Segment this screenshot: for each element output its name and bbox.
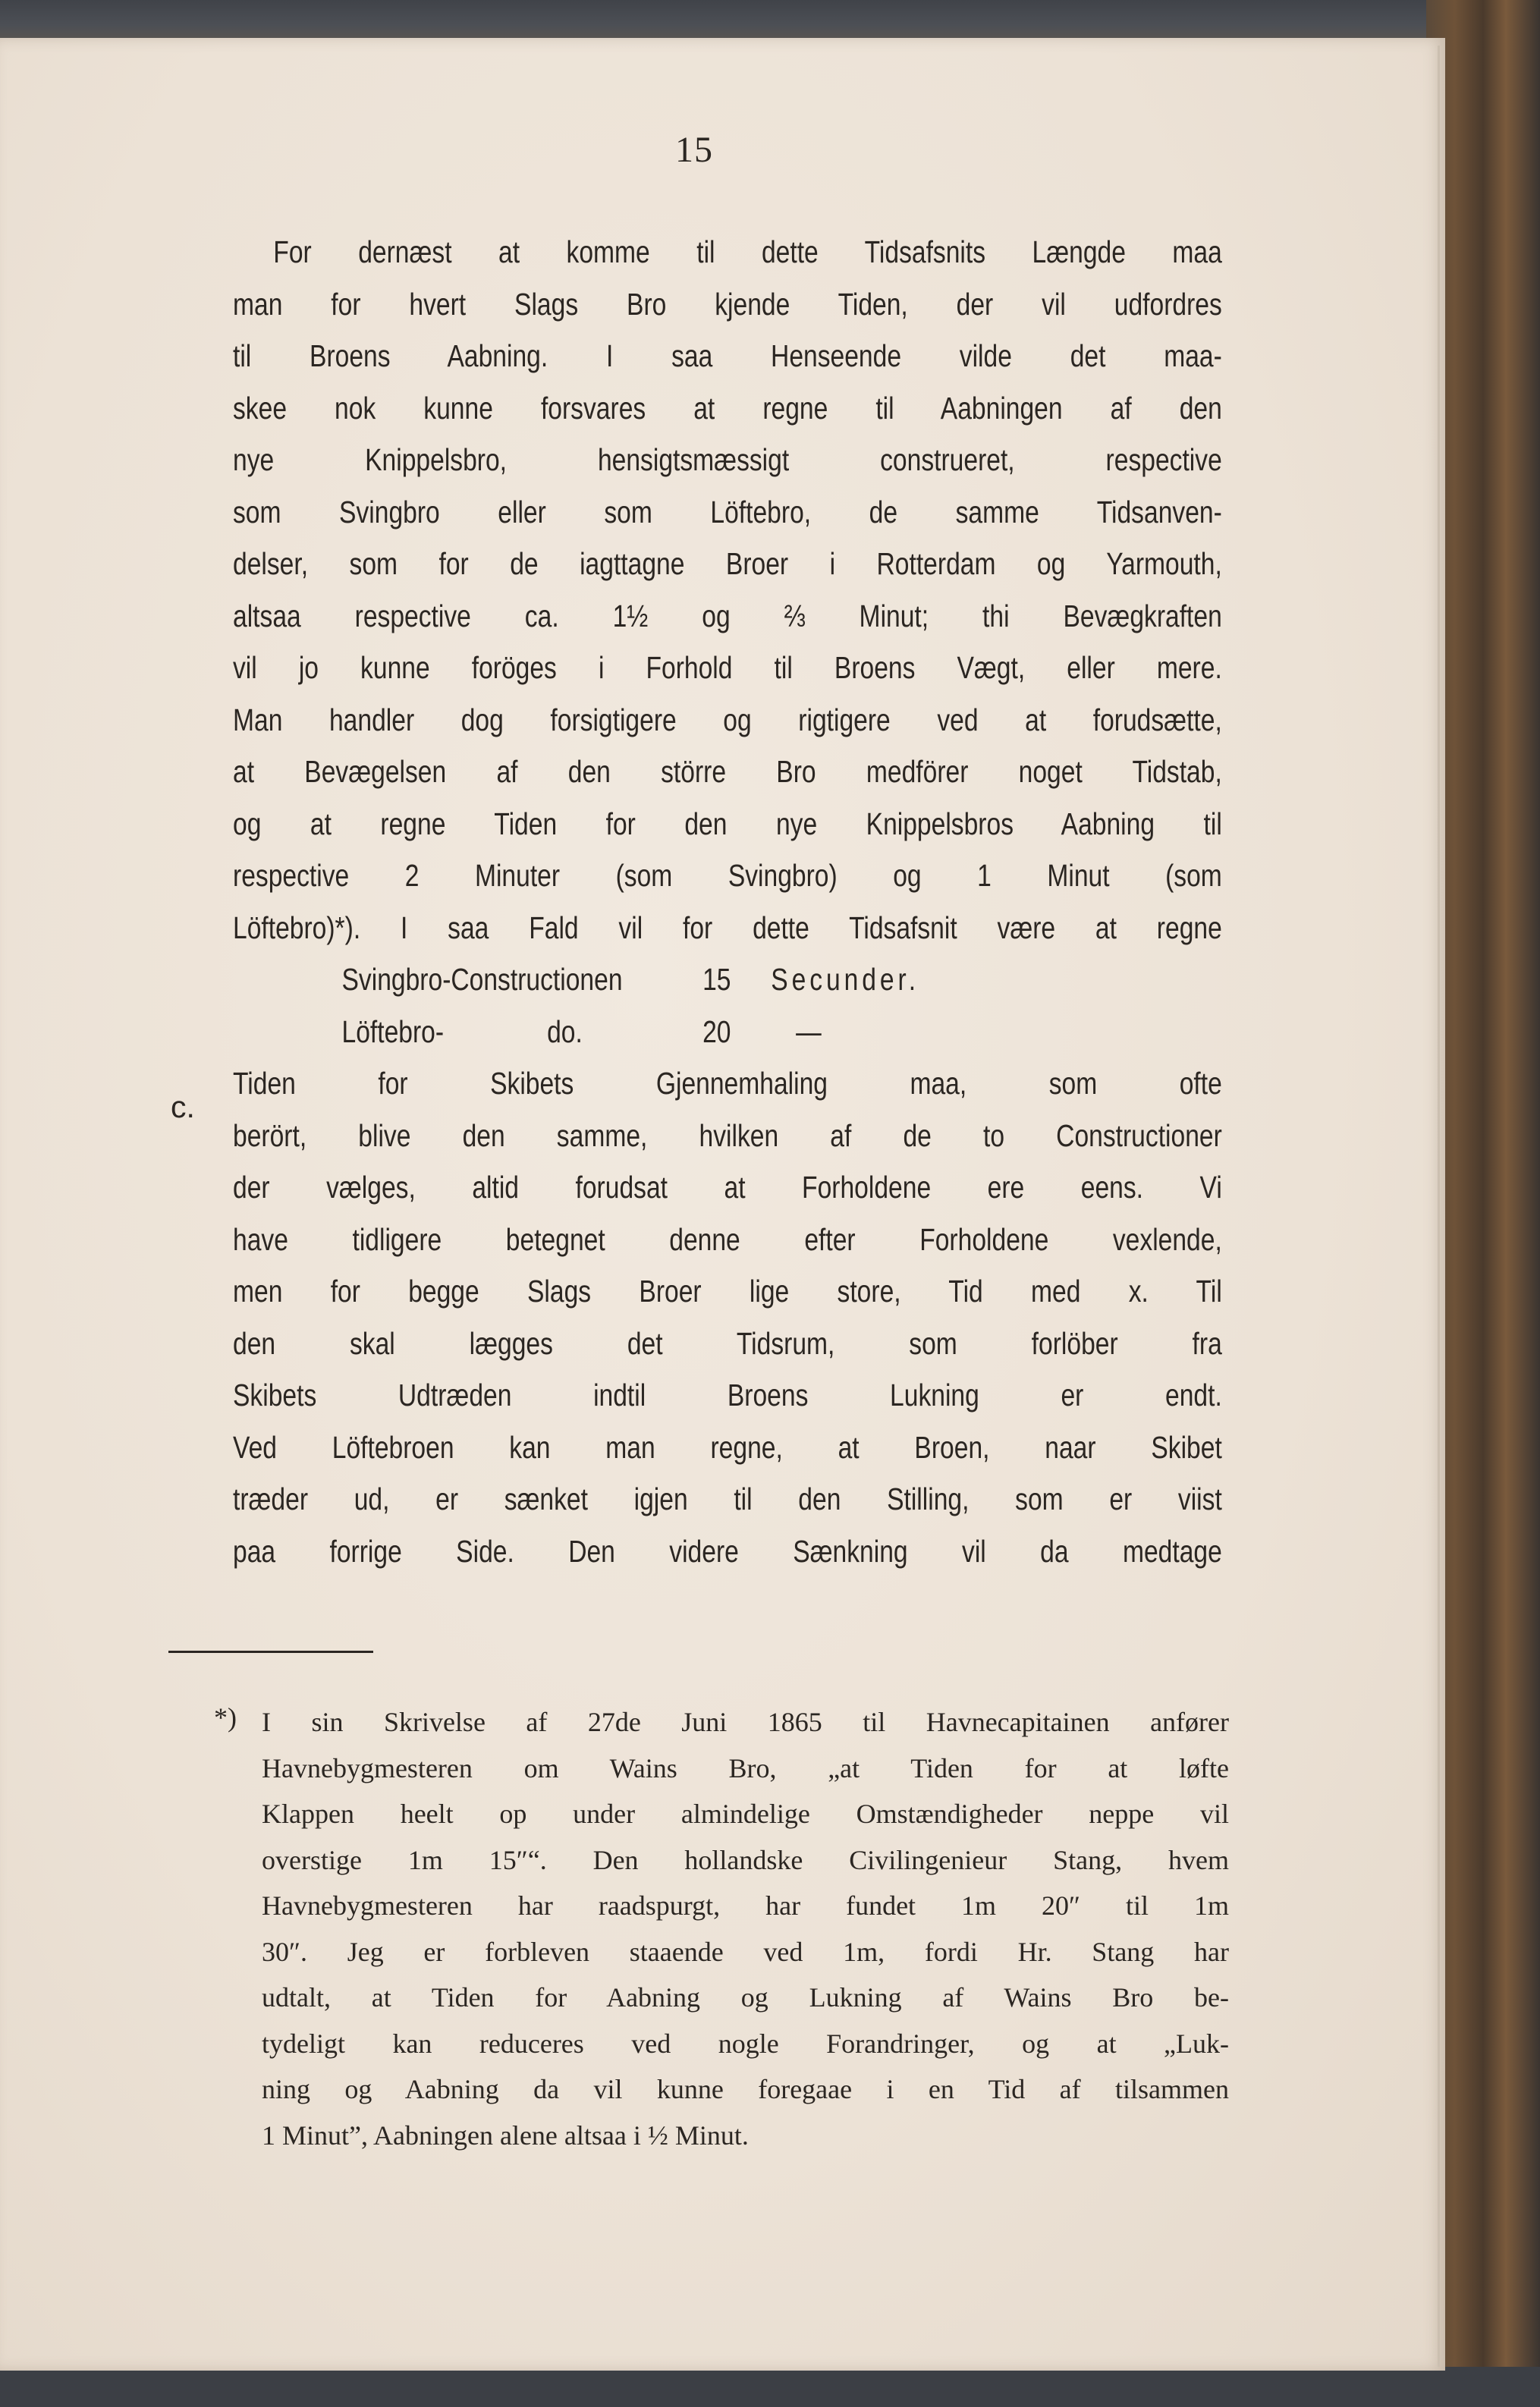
- time-table-row: [233, 1006, 1222, 1058]
- footnote-marker: *): [214, 1702, 237, 1733]
- footnote-line: tydeligt kan reduceres ved nogle Forandringer, og at „Luk-: [262, 2028, 1229, 2059]
- book-top-edge: [0, 0, 1487, 42]
- table-unit: Secunder.: [771, 962, 919, 997]
- text-line: respective 2 Minuter (som Svingbro) og 1 Minut (som: [233, 858, 1222, 893]
- text-line: man for hvert Slags Bro kjende Tiden, der vil udfordres: [233, 286, 1222, 322]
- footnote-line: udtalt, at Tiden for Aabning og Lukning af Wains Bro be-: [262, 1982, 1229, 2013]
- text-line: Tiden for Skibets Gjennemhaling maa, som ofte: [233, 1066, 1222, 1101]
- footnote-line: Klappen heelt op under almindelige Omstændigheder neppe vil: [262, 1799, 1229, 1829]
- text-line: til Broens Aabning. I saa Henseende vilde det maa-: [233, 338, 1222, 373]
- table-unit: —: [796, 1013, 822, 1049]
- main-text: [233, 226, 1222, 1577]
- footnote-line: ning og Aabning da vil kunne foregaae i en Tid af tilsammen: [262, 2074, 1229, 2104]
- footnote-rule: [168, 1651, 373, 1653]
- section-marker: c.: [171, 1089, 195, 1124]
- text-line: paa forrige Side. Den videre Sænkning vil da medtage: [233, 1533, 1222, 1569]
- text-line: skee nok kunne forsvares at regne til Aabningen af den: [233, 390, 1222, 426]
- text-line: træder ud, er sænket igjen til den Stilling, som er viist: [233, 1482, 1222, 1516]
- text-line: Skibets Udtræden indtil Broens Lukning er endt.: [233, 1378, 1222, 1412]
- text-line: den skal lægges det Tidsrum, som forlöber fra: [233, 1325, 1222, 1361]
- page-number: 15: [675, 130, 713, 170]
- table-ditto: do.: [547, 1013, 583, 1049]
- text-line: Man handler dog forsigtigere og rigtigere ved at forudsætte,: [233, 702, 1222, 737]
- book-bottom-edge: [0, 2367, 1540, 2407]
- footnote-line: I sin Skrivelse af 27de Juni 1865 til Havnecapitainen anfører: [262, 1707, 1229, 1737]
- footnote-line: 30″. Jeg er forbleven staaende ved 1m, fordi Hr. Stang har: [262, 1936, 1229, 1967]
- text-line: vil jo kunne foröges i Forhold til Broens Vægt, eller mere.: [233, 650, 1222, 685]
- text-line: have tidligere betegnet denne efter Forholdene vexlende,: [233, 1221, 1222, 1257]
- text-line: delser, som for de iagttagne Broer i Rotterdam og Yarmouth,: [233, 546, 1222, 581]
- text-line: som Svingbro eller som Löftebro, de samme Tidsanven-: [233, 494, 1222, 529]
- footnote: [220, 1699, 1229, 2158]
- table-value: 15: [702, 962, 731, 997]
- text-line: berört, blive den samme, hvilken af de to Constructioner: [233, 1117, 1222, 1153]
- footnote-line: Havnebygmesteren om Wains Bro, „at Tiden for at løfte: [262, 1752, 1229, 1783]
- text-line: der vælges, altid forudsat at Forholdene ere eens. Vi: [233, 1170, 1222, 1205]
- table-value: 20: [702, 1013, 731, 1049]
- text-line: at Bevægelsen af den större Bro medförer noget Tidstab,: [233, 754, 1222, 789]
- footnote-line: 1 Minut”, Aabningen alene altsaa i ½ Minut.: [262, 2119, 749, 2151]
- text-line: og at regne Tiden for den nye Knippelsbros Aabning til: [233, 806, 1222, 841]
- page-edge: [1438, 46, 1440, 2367]
- table-label: Svingbro-Constructionen: [341, 962, 623, 997]
- text-line: altsaa respective ca. 1½ og ⅔ Minut; thi Bevægkraften: [233, 598, 1222, 633]
- text-line: men for begge Slags Broer lige store, Tid med x. Til: [233, 1274, 1222, 1309]
- text-line: For dernæst at komme til dette Tidsafsnits Længde maa: [273, 234, 1222, 269]
- footnote-line: overstige 1m 15″“. Den hollandske Civilingenieur Stang, hvem: [262, 1844, 1229, 1875]
- text-line: nye Knippelsbro, hensigtsmæssigt construeret, respective: [233, 442, 1222, 477]
- time-table-row: [233, 954, 1222, 1006]
- text-line: Löftebro)*). I saa Fald vil for dette Tidsafsnit være at regne: [233, 910, 1222, 945]
- table-label: Löftebro-: [341, 1013, 445, 1049]
- footnote-line: Havnebygmesteren har raadspurgt, har fundet 1m 20″ til 1m: [262, 1890, 1229, 1921]
- text-line: Ved Löftebroen kan man regne, at Broen, naar Skibet: [233, 1429, 1222, 1465]
